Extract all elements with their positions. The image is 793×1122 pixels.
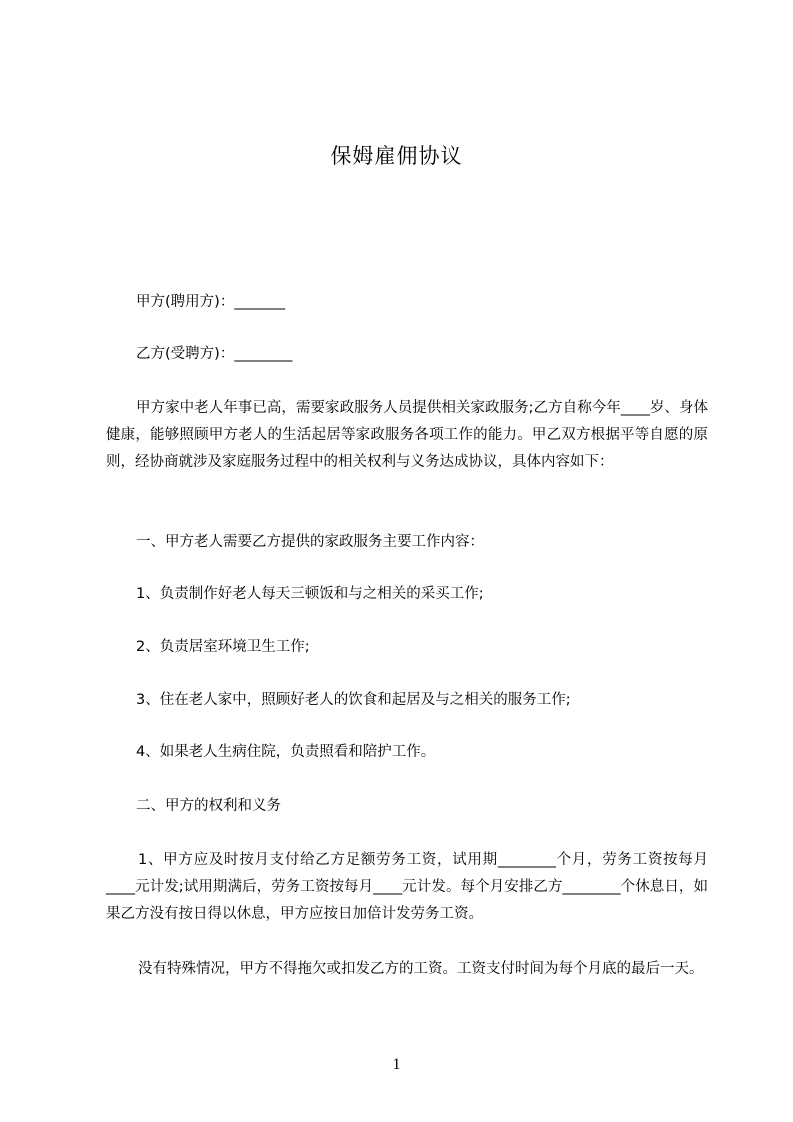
clause-2-paragraph: 没有特殊情况，甲方不得拖欠或扣发乙方的工资。工资支付时间为每个月底的最后一天。 <box>138 961 704 977</box>
section-heading-2: 二、甲方的权利和义务 <box>136 798 281 814</box>
document-title: 保姆雇佣协议 <box>330 144 463 168</box>
party-b-line: 乙方(受聘方)：________ <box>136 346 293 362</box>
list-item: 1、负责制作好老人每天三顿饭和与之相关的采买工作; <box>136 586 484 602</box>
list-item: 4、如果老人生病住院，负责照看和陪护工作。 <box>136 744 436 760</box>
list-item: 2、负责居室环境卫生工作; <box>136 639 310 655</box>
section-heading-1: 一、甲方老人需要乙方提供的家政服务主要工作内容： <box>136 534 484 550</box>
intro-paragraph: 甲方家中老人年事已高，需要家政服务人员提供相关家政服务;乙方自称今年____岁、身体健康，能够照顾甲方老人的生活起居等家政服务各项工作的能力。甲乙双方根据平等自愿的原则，经协商就涉及家庭服务过程中的相关权利与义务达成协议，具体内容如下： <box>106 400 708 470</box>
clause-1-paragraph: 1、甲方应及时按月支付给乙方足额劳务工资，试用期________个月，劳务工资按每月____元计发;试用期满后，劳务工资按每月____元计发。每个月安排乙方________个休息日，如果乙方没有按日得以休息，甲方应按日加倍计发劳务工资。 <box>106 852 708 922</box>
party-a-line: 甲方(聘用方)：_______ <box>136 294 286 310</box>
page-number: 1 <box>392 1056 401 1073</box>
list-item: 3、住在老人家中，照顾好老人的饮食和起居及与之相关的服务工作; <box>136 692 571 708</box>
